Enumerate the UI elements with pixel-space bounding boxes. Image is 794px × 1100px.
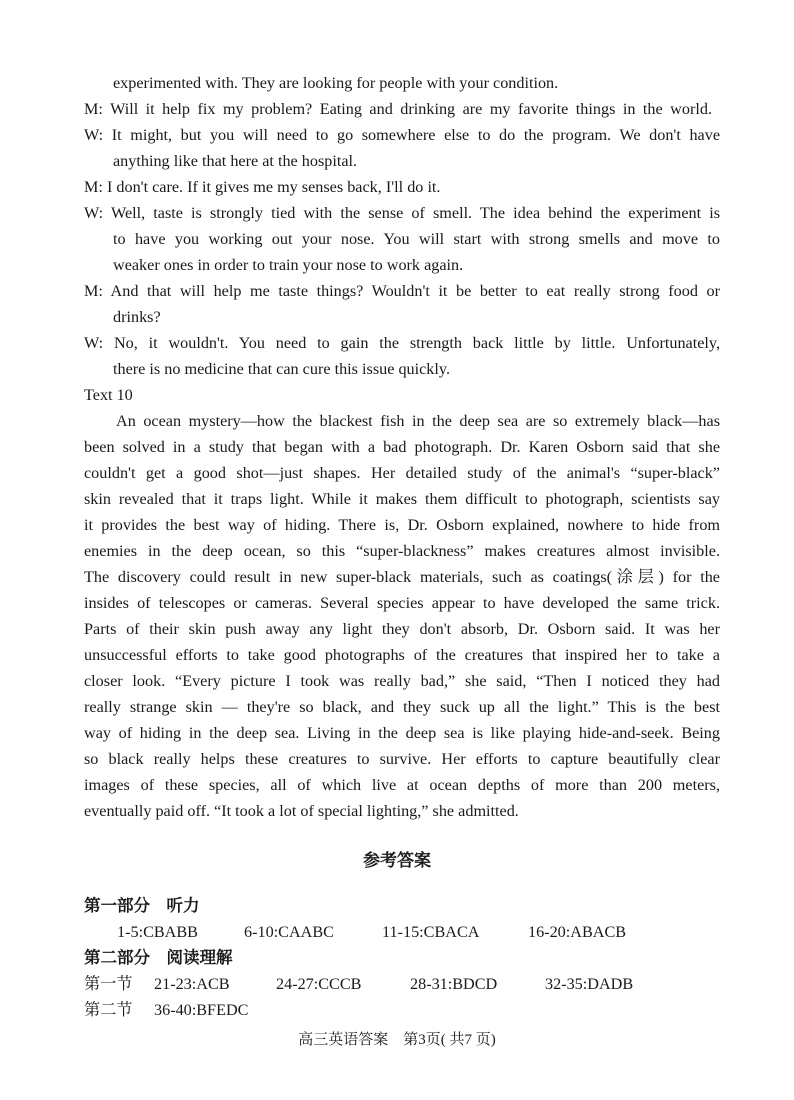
dialogue-line: experimented with. They are looking for people with your condition.	[113, 74, 559, 92]
answer-group: 11-15:CBACA	[382, 923, 480, 941]
text10-line: it provides the best way of hiding. There is, Dr. Osborn explained, nowhere to hide from	[84, 516, 720, 534]
dialogue-line: anything like that here at the hospital.	[113, 152, 358, 170]
text10-line: couldn't get a good shot—just shapes. Her detailed study of the animal's “super-black”	[84, 464, 720, 482]
text10-line: so black really helps these creatures to survive. Her efforts to capture beautifully clear	[84, 750, 720, 768]
text10-line: enemies in the deep ocean, so this “super-blackness” makes creatures almost invisible.	[84, 542, 720, 560]
answer-group: 24-27:CCCB	[276, 975, 362, 993]
answer-group: 16-20:ABACB	[528, 923, 627, 941]
text10-line: closer look. “Every picture I took was really bad,” she said, “Then I noticed they had	[84, 672, 720, 690]
answer-group: 36-40:BFEDC	[154, 1001, 249, 1019]
dialogue-line: drinks?	[113, 308, 161, 326]
dialogue-line: to have you working out your nose. You will start with strong smells and move to	[113, 230, 720, 248]
dialogue-line: W: It might, but you will need to go somewhere else to do the program. We don't have	[84, 126, 720, 144]
dialogue-line: M: And that will help me taste things? Wouldn't it be better to eat really strong food or	[84, 282, 720, 300]
answer-group: 32-35:DADB	[545, 975, 634, 993]
answer-group: 21-23:ACB	[154, 975, 230, 993]
text10-line: Parts of their skin push away any light they don't absorb, Dr. Osborn said. It was her	[84, 620, 720, 638]
section2-label: 第二节	[84, 1001, 133, 1019]
text10-line: The discovery could result in new super-black materials, such as coatings(涂层) for the	[84, 568, 720, 586]
dialogue-line: W: No, it wouldn't. You need to gain the strength back little by little. Unfortunately,	[84, 334, 720, 352]
text10-line: way of hiding in the deep sea. Living in the deep sea is like playing hide-and-seek. Being	[84, 724, 720, 742]
text10-line: unsuccessful efforts to take good photographs of the creatures that inspired her to take a	[84, 646, 720, 664]
dialogue-line: there is no medicine that can cure this issue quickly.	[113, 360, 450, 378]
text10-line: really strange skin — they're so black, and they suck up all the light.” This is the best	[84, 698, 720, 716]
text10-line: images of these species, all of which live at ocean depths of more than 200 meters,	[84, 776, 720, 794]
text10-line: insides of telescopes or cameras. Several species appear to have developed the same trick.	[84, 594, 720, 612]
section1-label: 第一节	[84, 975, 133, 993]
answer-group: 6-10:CAABC	[244, 923, 334, 941]
answer-group: 28-31:BDCD	[410, 975, 498, 993]
part2-title: 第二部分 阅读理解	[84, 948, 233, 967]
dialogue-line: M: Will it help fix my problem? Eating and drinking are my favorite things in the world.	[84, 100, 712, 118]
page-footer: 高三英语答案 第3页( 共7 页)	[298, 1032, 496, 1048]
text10-line: been solved in a study that began with a bad photograph. Dr. Karen Osborn said that she	[84, 438, 720, 456]
answer-group: 1-5:CBABB	[117, 923, 198, 941]
text10-line: eventually paid off. “It took a lot of special lighting,” she admitted.	[84, 802, 519, 820]
dialogue-line: W: Well, taste is strongly tied with the sense of smell. The idea behind the experiment is	[84, 204, 720, 222]
text10-line: skin revealed that it traps light. While it makes them difficult to photograph, scientists say	[84, 490, 720, 508]
text10-line: An ocean mystery—how the blackest fish in the deep sea are so extremely black—has	[116, 412, 720, 430]
part1-title: 第一部分 听力	[84, 896, 200, 915]
dialogue-line: weaker ones in order to train your nose to work again.	[113, 256, 464, 274]
dialogue-line: M: I don't care. If it gives me my senses back, I'll do it.	[84, 178, 441, 196]
answers-heading: 参考答案	[363, 851, 431, 870]
text10-title: Text 10	[84, 386, 133, 404]
